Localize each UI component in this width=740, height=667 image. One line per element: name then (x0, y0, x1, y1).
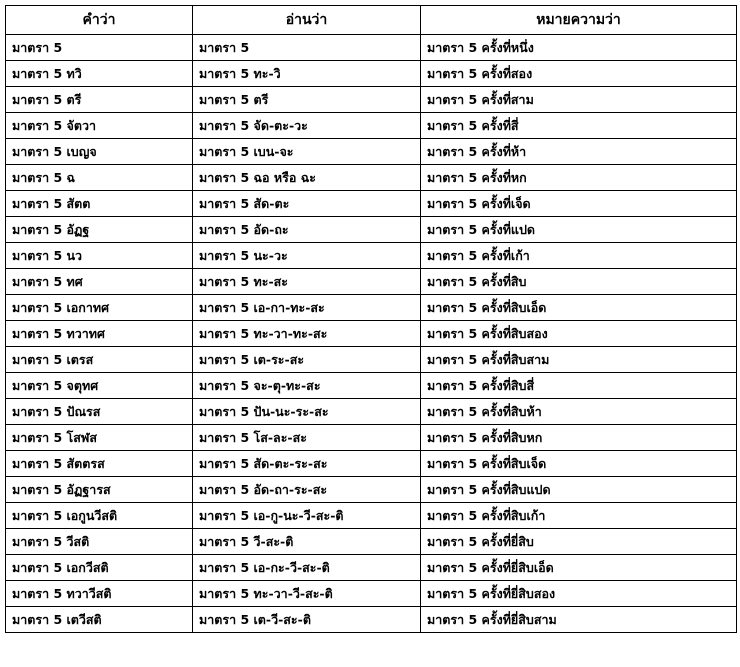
header-pronunciation: อ่านว่า (193, 6, 421, 35)
cell-pronunciation: มาตรา 5 ปัน-นะ-ระ-สะ (193, 399, 421, 425)
cell-meaning: มาตรา 5 ครั้งที่สิบเก้า (421, 503, 737, 529)
cell-pronunciation: มาตรา 5 ทะ-วา-ทะ-สะ (193, 321, 421, 347)
table-row (6, 425, 737, 451)
header-term: คำว่า (6, 6, 193, 35)
table-row (6, 373, 737, 399)
cell-term: มาตรา 5 ทวาทศ (6, 321, 193, 347)
table-header-row (6, 6, 737, 35)
table-row (6, 139, 737, 165)
cell-meaning: มาตรา 5 ครั้งที่สิบ (421, 269, 737, 295)
table-row (6, 191, 737, 217)
cell-pronunciation: มาตรา 5 เอ-กะ-วี-สะ-ติ (193, 555, 421, 581)
cell-term: มาตรา 5 ตรี (6, 87, 193, 113)
cell-term: มาตรา 5 ทวิ (6, 61, 193, 87)
terms-table-container (5, 5, 737, 633)
cell-term: มาตรา 5 ทศ (6, 269, 193, 295)
cell-meaning: มาตรา 5 ครั้งที่ยี่สิบสาม (421, 607, 737, 633)
cell-term: มาตรา 5 ทวาวีสติ (6, 581, 193, 607)
cell-meaning: มาตรา 5 ครั้งที่เจ็ด (421, 191, 737, 217)
cell-meaning: มาตรา 5 ครั้งที่สิบหก (421, 425, 737, 451)
cell-term: มาตรา 5 (6, 35, 193, 61)
cell-pronunciation: มาตรา 5 อัด-ถา-ระ-สะ (193, 477, 421, 503)
cell-pronunciation: มาตรา 5 ทะ-วิ (193, 61, 421, 87)
cell-pronunciation: มาตรา 5 เอ-กา-ทะ-สะ (193, 295, 421, 321)
table-row (6, 217, 737, 243)
cell-meaning: มาตรา 5 ครั้งที่ยี่สิบเอ็ด (421, 555, 737, 581)
cell-meaning: มาตรา 5 ครั้งที่สิบสอง (421, 321, 737, 347)
cell-meaning: มาตรา 5 ครั้งที่สิบสาม (421, 347, 737, 373)
header-meaning: หมายความว่า (421, 6, 737, 35)
table-row (6, 295, 737, 321)
terms-table (5, 5, 737, 633)
table-body (6, 35, 737, 633)
cell-meaning: มาตรา 5 ครั้งที่สิบสี่ (421, 373, 737, 399)
cell-term: มาตรา 5 สัตตรส (6, 451, 193, 477)
cell-pronunciation: มาตรา 5 ฉอ หรือ ฉะ (193, 165, 421, 191)
cell-meaning: มาตรา 5 ครั้งที่ยี่สิบ (421, 529, 737, 555)
cell-term: มาตรา 5 เอกาทศ (6, 295, 193, 321)
cell-term: มาตรา 5 เตวีสติ (6, 607, 193, 633)
cell-pronunciation: มาตรา 5 จัด-ตะ-วะ (193, 113, 421, 139)
cell-meaning: มาตรา 5 ครั้งที่หก (421, 165, 737, 191)
table-row (6, 347, 737, 373)
cell-pronunciation: มาตรา 5 ทะ-สะ (193, 269, 421, 295)
page-edge (0, 660, 740, 667)
cell-term: มาตรา 5 จตุทศ (6, 373, 193, 399)
cell-pronunciation: มาตรา 5 เอ-กู-นะ-วี-สะ-ติ (193, 503, 421, 529)
cell-term: มาตรา 5 ฉ (6, 165, 193, 191)
cell-term: มาตรา 5 นว (6, 243, 193, 269)
cell-term: มาตรา 5 โสฬส (6, 425, 193, 451)
cell-meaning: มาตรา 5 ครั้งที่สาม (421, 87, 737, 113)
cell-pronunciation: มาตรา 5 ทะ-วา-วี-สะ-ติ (193, 581, 421, 607)
table-row (6, 269, 737, 295)
cell-term: มาตรา 5 เอกวีสติ (6, 555, 193, 581)
cell-term: มาตรา 5 จัตวา (6, 113, 193, 139)
cell-meaning: มาตรา 5 ครั้งที่สี่ (421, 113, 737, 139)
cell-pronunciation: มาตรา 5 สัด-ตะ (193, 191, 421, 217)
cell-pronunciation: มาตรา 5 โส-ละ-สะ (193, 425, 421, 451)
table-row (6, 113, 737, 139)
table-row (6, 165, 737, 191)
cell-pronunciation: มาตรา 5 วี-สะ-ติ (193, 529, 421, 555)
cell-pronunciation: มาตรา 5 (193, 35, 421, 61)
cell-term: มาตรา 5 เบญจ (6, 139, 193, 165)
cell-term: มาตรา 5 สัตต (6, 191, 193, 217)
cell-meaning: มาตรา 5 ครั้งที่แปด (421, 217, 737, 243)
table-row (6, 61, 737, 87)
cell-meaning: มาตรา 5 ครั้งที่สิบห้า (421, 399, 737, 425)
cell-pronunciation: มาตรา 5 เบน-จะ (193, 139, 421, 165)
table-row (6, 87, 737, 113)
cell-term: มาตรา 5 อัฏฐ (6, 217, 193, 243)
cell-meaning: มาตรา 5 ครั้งที่สิบแปด (421, 477, 737, 503)
cell-meaning: มาตรา 5 ครั้งที่หนึ่ง (421, 35, 737, 61)
cell-meaning: มาตรา 5 ครั้งที่สิบเอ็ด (421, 295, 737, 321)
cell-pronunciation: มาตรา 5 สัด-ตะ-ระ-สะ (193, 451, 421, 477)
cell-term: มาตรา 5 อัฏฐารส (6, 477, 193, 503)
table-row (6, 503, 737, 529)
table-row (6, 529, 737, 555)
cell-term: มาตรา 5 เตรส (6, 347, 193, 373)
cell-meaning: มาตรา 5 ครั้งที่ยี่สิบสอง (421, 581, 737, 607)
cell-pronunciation: มาตรา 5 เต-ระ-สะ (193, 347, 421, 373)
table-row (6, 555, 737, 581)
cell-meaning: มาตรา 5 ครั้งที่ห้า (421, 139, 737, 165)
table-row (6, 451, 737, 477)
table-row (6, 35, 737, 61)
table-row (6, 399, 737, 425)
cell-pronunciation: มาตรา 5 ตรี (193, 87, 421, 113)
table-row (6, 581, 737, 607)
table-row (6, 477, 737, 503)
table-row (6, 243, 737, 269)
cell-meaning: มาตรา 5 ครั้งที่เก้า (421, 243, 737, 269)
cell-pronunciation: มาตรา 5 นะ-วะ (193, 243, 421, 269)
table-row (6, 607, 737, 633)
cell-term: มาตรา 5 เอกูนวีสติ (6, 503, 193, 529)
cell-pronunciation: มาตรา 5 อัด-ถะ (193, 217, 421, 243)
cell-term: มาตรา 5 ปัณรส (6, 399, 193, 425)
cell-pronunciation: มาตรา 5 เต-วี-สะ-ติ (193, 607, 421, 633)
cell-meaning: มาตรา 5 ครั้งที่สอง (421, 61, 737, 87)
cell-pronunciation: มาตรา 5 จะ-ตุ-ทะ-สะ (193, 373, 421, 399)
cell-meaning: มาตรา 5 ครั้งที่สิบเจ็ด (421, 451, 737, 477)
table-row (6, 321, 737, 347)
cell-term: มาตรา 5 วีสติ (6, 529, 193, 555)
